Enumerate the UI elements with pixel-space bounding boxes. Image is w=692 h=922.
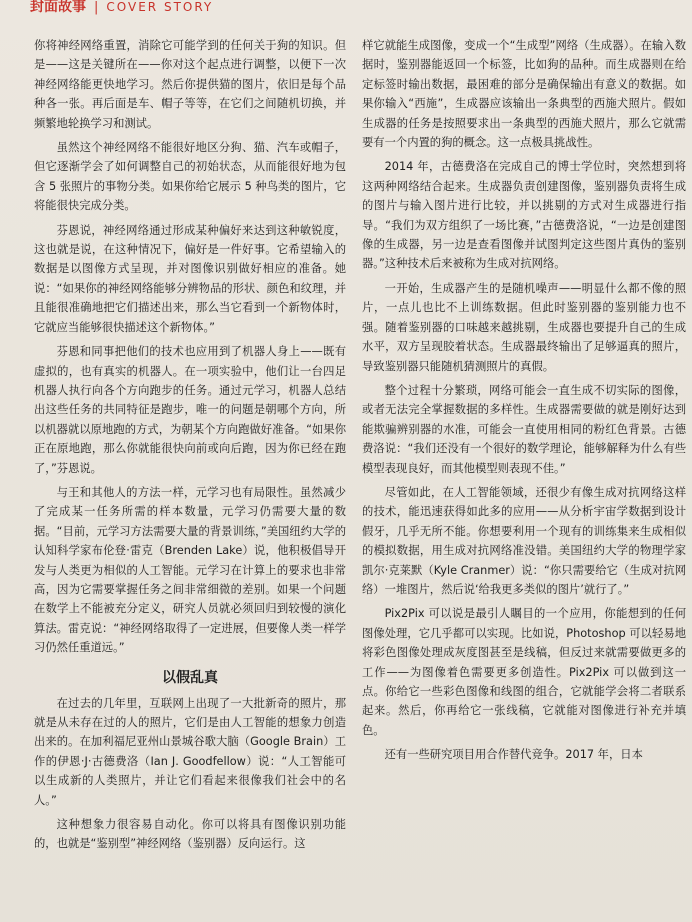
paragraph: 一开始，生成器产生的是随机噪声——明显什么都不像的照片，一点儿也比不上训练数据。但此时鉴别器的鉴别能力也不强。随着鉴别器的口味越来越挑剔，生成器也要提升自己的生成水平，双方呈现胶着状态。生成器最终输出了足够逼真的照片，导致鉴别器只能随机猜测照片的真假。 [362, 281, 686, 373]
section-title-zh: 封面故事 [30, 0, 86, 15]
paragraph: 与王和其他人的方法一样，元学习也有局限性。虽然减少了完成某一任务所需的样本数量，元学习仍需要大量的数据。“目前，元学习方法需要大量的背景训练，”美国纽约大学的认知科学家布伦登·雷克（Brenden Lake）说，他积极倡导开发与人类更为相似的人工智能。元学习在计算上的要求也非常高，因为它需要掌握任务之间非常细微的差别。如果一个问题在数学上不能被充分定义，研究人员就必须回归到较慢的演化算法。雷克说：“神经网络取得了一定进展，但要像人类一样学习仍然任重道远。” [34, 485, 346, 655]
header-separator: | [94, 0, 99, 15]
paragraph: 这种想象力很容易自动化。你可以将具有图像识别功能的，也就是“鉴别型”神经网络（鉴别器）反向运行。这 [34, 818, 346, 851]
paragraph: 芬恩和同事把他们的技术也应用到了机器人身上——既有虚拟的，也有真实的机器人。在一项实验中，他们让一台四足机器人执行向各个方向跑步的任务。通过元学习，机器人总结出这些任务的共同特征是跑步，唯一的问题是朝哪个方向，所以机器就以原地跑的方式，为朝某个方向跑做好准备。“如果你正在原地跑，那么你就能很快向前或向后跑，因为你已经在跑了，”芬恩说。 [34, 345, 346, 475]
paragraph: 2014 年，古德费洛在完成自己的博士学位时，突然想到将这两种网络结合起来。生成器负责创建图像，鉴别器负责将生成的图片与输入图片进行比较，并以挑剔的方式对生成器进行指导。“我们为双方组织了一场比赛，”古德费洛说，“一边是创建图像的生成器，另一边是查看图像并试图判定这些图片真伪的鉴别器。”这种技术后来被称为生成对抗网络。 [362, 160, 686, 271]
section-title-en: COVER STORY [106, 0, 214, 14]
paragraph: 你将神经网络重置，消除它可能学到的任何关于狗的知识。但是——这是关键所在——你对这个起点进行调整，以便下一次神经网络能更快地学习。然后你提供猫的图片，依旧是每个品种各一张。再后面是车、帽子等等，在它们之间随机切换，并频繁地轮换学习和测试。 [34, 39, 346, 130]
paragraph: 还有一些研究项目用合作替代竞争。2017 年，日本 [384, 748, 643, 762]
paragraph: 芬恩说，神经网络通过形成某种偏好来达到这种敏锐度，这也就是说，在这种情况下，偏好是一件好事。它希望输入的数据是以图像方式呈现，并对图像识别做好相应的准备。她说：“如果你的神经网络能够分辨物品的形状、颜色和纹理，并且能很准确地把它们描述出来，那么当它看到一个新物体时，它就应当能够很快描述这个新物体。” [34, 223, 346, 334]
paragraph: 样它就能生成图像，变成一个“生成型”网络（生成器）。在输入数据时，鉴别器能返回一个标签，比如狗的品种。而生成器则在给定标签时输出数据，最困难的部分是确保输出有意义的数据。如果你输入“西施”，生成器应该输出一条典型的西施犬照片。假如生成器的任务是按照要求出一条典型的西施犬照片，那么它就需要有一个内置的狗的概念。这一点极具挑战性。 [362, 39, 686, 150]
paragraph: 虽然这个神经网络不能很好地区分狗、猫、汽车或帽子，但它逐渐学会了如何调整自己的初始状态，从而能很好地为包含 5 张照片的事物分类。如果你给它展示 5 种鸟类的图片，它将能很快完成分类。 [34, 141, 346, 213]
left-column [34, 36, 346, 859]
paragraph: 尽管如此，在人工智能领域，还很少有像生成对抗网络这样的技术，能迅速获得如此多的应用——从分析宇宙学数据到设计假牙，几乎无所不能。你想要利用一个现有的训练集来生成相似的模拟数据，用生成对抗网络准没错。美国纽约大学的物理学家凯尔·克莱默（Kyle Cranmer）说：“你只需要给它（生成对抗网络）一堆图片，然后说‘给我更多类似的图片’就行了。” [362, 485, 686, 596]
paragraph: Pix2Pix 可以说是最引人瞩目的一个应用，你能想到的任何图像处理，它几乎都可以实现。比如说，Photoshop 可以轻易地将彩色图像处理成灰度图甚至是线稿，但反过来就需要做更多的工作——为图像着色需要更多创造性。Pix2Pix 可以做到这一点。你给它一些彩色图像和线图的组合，它就能学会将二者联系起来。然后，你再给它一张线稿，它就能对图像进行补充并填色。 [362, 607, 686, 737]
section-header [30, 0, 213, 16]
section-heading: 以假乱真 [162, 669, 218, 686]
right-column [362, 36, 686, 770]
paragraph: 在过去的几年里，互联网上出现了一大批新奇的照片，那就是从未存在过的人的照片，它们是由人工智能的想象力创造出来的。在加利福尼亚州山景城谷歌大脑（Google Brain）工作的伊恩·J·古德费洛（Ian J. Goodfellow）说：“人工智能可以生成新的人类照片，并让它们看起来很像我们社会中的名人。” [34, 696, 346, 807]
paragraph: 整个过程十分繁琐，网络可能会一直生成不切实际的图像，或者无法完全掌握数据的多样性。生成器需要做的就是刚好达到能欺骗辨别器的水准，可能会一直使用相同的粉红色背景。古德费洛说：“我们还没有一个很好的数学理论，能够解释为什么有些模型表现良好，而其他模型则表现不佳。” [362, 383, 686, 475]
